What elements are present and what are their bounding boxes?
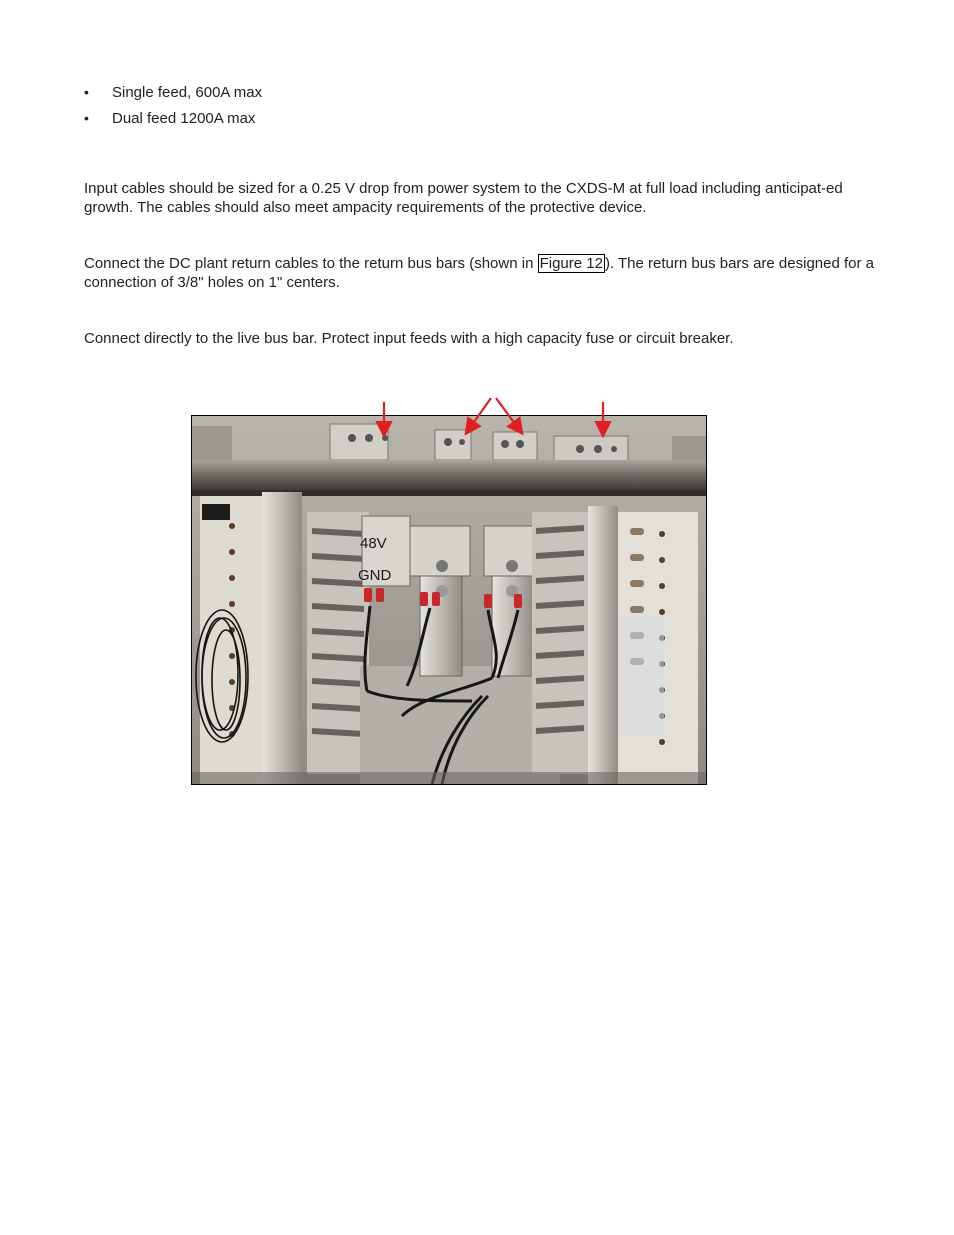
live-bus-paragraph: Connect directly to the live bus bar. Protect input feeds with a high capacity fuse or circuit breaker. (84, 330, 734, 347)
voltage-label: 48V (360, 535, 387, 552)
ground-label: GND (358, 567, 392, 584)
list-item: • Single feed, 600A max (84, 83, 262, 109)
figure (191, 394, 707, 786)
return-text-before: Connect the DC plant return cables to the return bus bars (shown in (84, 255, 538, 272)
return-text-after: ). The return bus bars are designed for a connection of 3/8" holes on 1" centers. (84, 255, 874, 291)
return-cables-paragraph (84, 254, 874, 292)
bus-bar-photo (191, 415, 707, 785)
feed-capacity-list (84, 83, 262, 135)
cable-sizing-paragraph: Input cables should be sized for a 0.25 V drop from power system to the CXDS-M at full load including anticipat-ed growth. The cables should also meet ampacity requirements of the protective device. (84, 180, 843, 216)
figure-12-link[interactable]: Figure 12 (539, 255, 603, 272)
list-item: • Dual feed 1200A max (84, 109, 262, 135)
